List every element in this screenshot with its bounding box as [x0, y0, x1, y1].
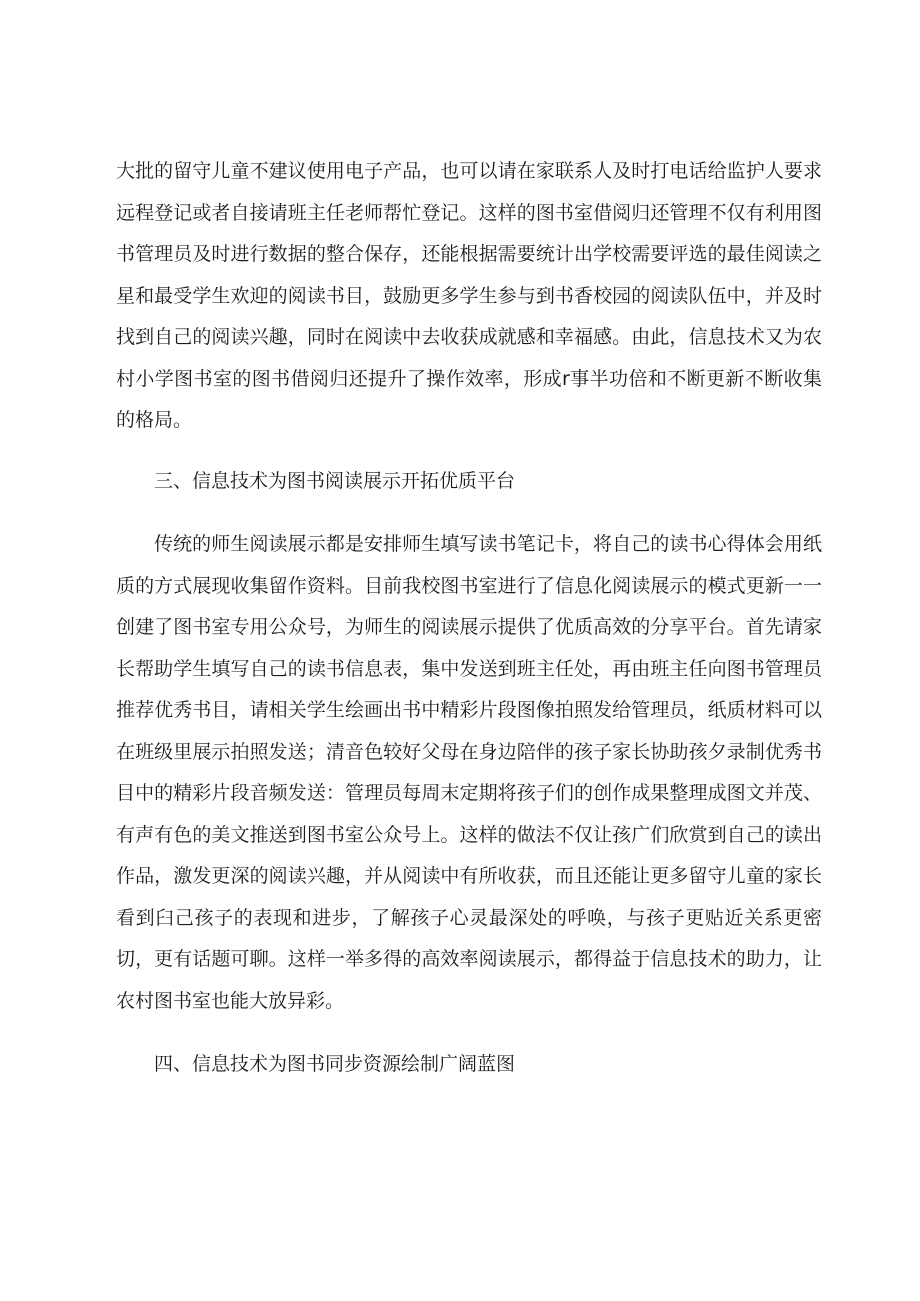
paragraph-reading-display: 传统的师生阅读展示都是安排师生填写读书笔记卡，将自己的读书心得体会用纸质的方式展现收集留作资料。目前我校图书室进行了信息化阅读展示的模式更新一一创建了图书室专用公众号，为师生的阅读展示提供了优质高效的分享平台。首先请家长帮助学生填写自己的读书信息表，集中发送到班主任处，再由班主任向图书管理员推荐优秀书目，请相关学生绘画出书中精彩片段图像拍照发给管理员，纸质材料可以在班级里展示拍照发送；清音色较好父母在身边陪伴的孩子家长协助孩夕录制优秀书目中的精彩片段音频发送：管理员每周末定期将孩子们的创作成果整理成图文并茂、有声有色的美文推送到图书室公众号上。这样的做法不仅让孩广们欣赏到自己的读出作品，激发更深的阅读兴趣，并从阅读中有所收获，而且还能让更多留守儿童的家长看到臼己孩子的表现和进步，了解孩子心灵最深处的呼唤，与孩子更贴近关系更密切，更有话题可聊。这样一举多得的高效率阅读展示，都得益于信息技术的助力，让农村图书室也能大放异彩。 — [116, 533, 822, 1012]
section-heading-3: 三、信息技术为图书阅读展示开拓优质平台 — [154, 469, 516, 492]
paragraph-continuation: 大批的留守儿童不建议使用电子产品，也可以请在家联系人及时打电话给监护人要求远程登记或者自接请班主任老师帮忙登记。这样的图书室借阅归还管理不仅有利用图书管理员及时进行数据的整合保存，还能根据需要统计出学校需要评选的最佳阅读之星和最受学生欢迎的阅读书目，鼓励更多学生参与到书香校园的阅读队伍中，并及时找到自己的阅读兴趣，同时在阅读中去收获成就感和幸福感。由此，信息技术又为农村小学图书室的图书借阅归还提升了操作效率，形成r事半功倍和不断更新不断收集的格局。 — [116, 160, 822, 431]
document-body — [116, 151, 822, 1086]
section-heading-4: 四、信息技术为图书同步资源绘制广阔蓝图 — [154, 1053, 516, 1075]
